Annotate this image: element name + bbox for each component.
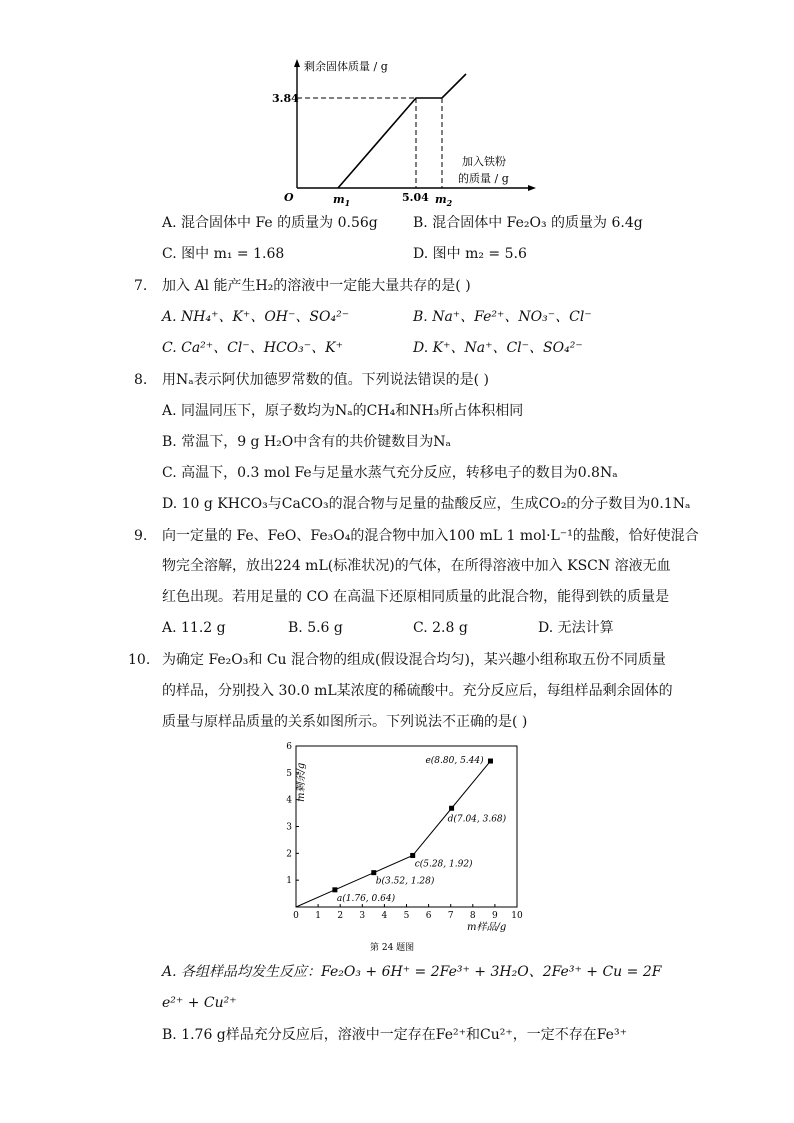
- q8-option-d: D. 10 g KHCO₃与CaCO₃的混合物与足量的盐酸反应，生成CO₂的分子数目为0.1Nₐ: [162, 496, 691, 512]
- tick-5.04: 5.04: [402, 191, 429, 204]
- q9-option-d: D. 无法计算: [538, 620, 614, 636]
- q6-option-d: D. 图中 m₂ = 5.6: [413, 246, 527, 262]
- q7-option-a: A. NH₄⁺、K⁺、OH⁻、SO₄²⁻: [162, 309, 350, 325]
- x-tick-label: 0: [293, 911, 299, 921]
- q9-option-c: C. 2.8 g: [413, 620, 468, 636]
- sample-mass-chart: [262, 740, 532, 955]
- x-tick-label: 4: [381, 911, 388, 921]
- q8-option-c: C. 高温下，0.3 mol Fe与足量水蒸气充分反应，转移电子的数目为0.8Nₐ: [162, 465, 618, 481]
- q6-option-a: A. 混合固体中 Fe 的质量为 0.56g: [162, 215, 378, 231]
- graph-xlabel-2: 的质量 / g: [458, 172, 509, 185]
- q6-option-c: C. 图中 m₁ = 1.68: [162, 246, 285, 262]
- data-point: [332, 887, 337, 892]
- y-tick-label: 1: [286, 876, 292, 887]
- q10-option-a-line-2: e²⁺ + Cu²⁺: [162, 995, 237, 1011]
- q9-line-3: 红色出现。若用足量的 CO 在高温下还原相同质量的此混合物，能得到铁的质量是: [162, 589, 670, 605]
- y-axis-arrow: [294, 59, 300, 67]
- tick-m2: $m_2$: [435, 193, 453, 208]
- q7-option-d: D. K⁺、Na⁺、Cl⁻、SO₄²⁻: [413, 340, 583, 356]
- q10-option-a-line-1: A. 各组样品均发生反应：Fe₂O₃ + 6H⁺ = 2Fe³⁺ + 3H₂O、2Fe³⁺ + Cu = 2F: [162, 964, 662, 980]
- tick-m1: $m_1$: [333, 193, 351, 208]
- q9-line-2: 物完全溶解，放出224 mL(标准状况)的气体，在所得溶液中加入 KSCN 溶液无血: [162, 558, 671, 574]
- y-tick-label: 3: [286, 822, 292, 833]
- q10-option-b: B. 1.76 g样品充分反应后，溶液中一定存在Fe²⁺和Cu²⁺，一定不存在Fe³⁺: [162, 1027, 627, 1043]
- y-tick-label: 5: [286, 768, 292, 779]
- q10-line-1: 为确定 Fe₂O₃和 Cu 混合物的组成(假设混合均匀)，某兴趣小组称取五份不同质量: [162, 652, 666, 668]
- q8-stem: 用Nₐ表示阿伏加德罗常数的值。下列说法错误的是( ): [162, 372, 490, 388]
- data-point: [449, 806, 454, 811]
- x-tick-label: 10: [511, 911, 523, 921]
- q8-option-b: B. 常温下，9 g H₂O中含有的共价键数目为Nₐ: [162, 434, 451, 450]
- q7-option-c: C. Ca²⁺、Cl⁻、HCO₃⁻、K⁺: [162, 340, 344, 356]
- data-point: [488, 759, 493, 764]
- x-tick-label: 5: [403, 911, 410, 921]
- q6-option-b: B. 混合固体中 Fe₂O₃ 的质量为 6.4g: [413, 215, 643, 231]
- x-tick-label: 9: [492, 911, 498, 921]
- graph-xlabel-1: 加入铁粉: [462, 155, 506, 168]
- iron-powder-graph: [270, 55, 540, 215]
- y-tick-label: 4: [286, 795, 292, 806]
- q7-stem: 加入 Al 能产生H₂的溶液中一定能大量共存的是( ): [162, 278, 471, 294]
- chart-caption: 第 24 题图: [370, 943, 415, 953]
- y-tick-label: 2: [286, 849, 292, 860]
- data-label: c(5.28, 1.92): [414, 859, 473, 870]
- q8-number: 8.: [134, 372, 148, 388]
- mass-curve: [338, 74, 466, 188]
- q7-option-b: B. Na⁺、Fe²⁺、NO₃⁻、Cl⁻: [413, 309, 592, 325]
- data-point: [410, 853, 415, 858]
- data-label: a(1.76, 0.64): [336, 893, 396, 904]
- x-tick-label: 2: [337, 911, 344, 921]
- x-tick-label: 6: [425, 911, 432, 921]
- chart-ylabel: m剩余/g: [296, 762, 307, 802]
- data-label: d(7.04, 3.68): [447, 814, 507, 825]
- q9-line-1: 向一定量的 Fe、FeO、Fe₃O₄的混合物中加入100 mL 1 mol·L⁻¹的盐酸，恰好使混合: [162, 528, 699, 544]
- chart-xlabel: m样品/g: [467, 922, 507, 933]
- data-label: e(8.80, 5.44): [425, 756, 484, 767]
- x-tick-label: 7: [447, 911, 454, 921]
- q10-line-2: 的样品，分别投入 30.0 mL某浓度的稀硫酸中。充分反应后，每组样品剩余固体的: [162, 683, 673, 699]
- data-point: [371, 870, 376, 875]
- q9-option-b: B. 5.6 g: [288, 620, 343, 636]
- q10-number: 10.: [128, 652, 151, 668]
- graph-ylabel: 剩余固体质量 / g: [304, 60, 388, 73]
- q9-number: 9.: [134, 528, 148, 544]
- data-label: b(3.52, 1.28): [375, 876, 435, 887]
- x-axis-arrow: [528, 185, 536, 191]
- q8-option-a: A. 同温同压下，原子数均为Nₐ的CH₄和NH₃所占体积相同: [162, 403, 524, 419]
- x-tick-label: 8: [469, 911, 476, 921]
- q10-line-3: 质量与原样品质量的关系如图所示。下列说法不正确的是( ): [162, 714, 528, 730]
- x-tick-label: 3: [359, 911, 366, 921]
- q7-number: 7.: [134, 278, 148, 294]
- x-tick-label: 1: [315, 911, 321, 921]
- q9-option-a: A. 11.2 g: [162, 620, 226, 636]
- origin-label: O: [284, 191, 294, 204]
- y-tick-label: 6: [286, 742, 292, 752]
- tick-3.84: 3.84: [272, 92, 299, 105]
